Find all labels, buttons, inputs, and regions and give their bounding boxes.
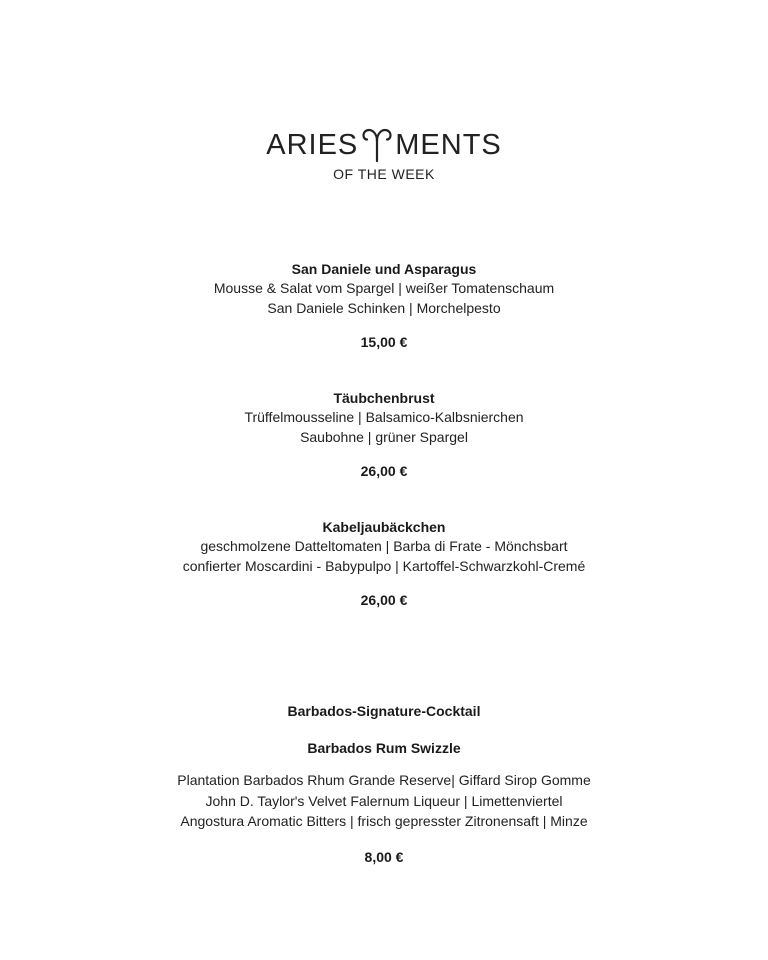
logo bbox=[0, 128, 768, 182]
logo-left-word: ARIES bbox=[266, 129, 359, 161]
cocktail-name: Barbados Rum Swizzle bbox=[307, 740, 461, 756]
cocktail-description-line: Angostura Aromatic Bitters | frisch gepresster Zitronensaft | Minze bbox=[180, 813, 588, 829]
cocktail-price: 8,00 € bbox=[364, 848, 404, 865]
cocktail-description-line: Plantation Barbados Rhum Grande Reserve| Giffard Sirop Gomme bbox=[177, 772, 591, 788]
dish-price: 26,00 € bbox=[360, 463, 408, 479]
dish-description-line: Mousse & Salat vom Spargel | weißer Tomatenschaum bbox=[213, 280, 555, 296]
dish-price: 15,00 € bbox=[360, 334, 408, 350]
dish-price: 26,00 € bbox=[360, 592, 408, 608]
dish-description-line: Saubohne | grüner Spargel bbox=[300, 428, 468, 445]
dish-description-line: San Daniele Schinken | Morchelpesto bbox=[267, 299, 501, 316]
dish-2 bbox=[0, 389, 768, 481]
logo-title bbox=[266, 128, 502, 162]
dish-description-line: confierter Moscardini - Babypulpo | Kartoffel-Schwarzkohl-Cremé bbox=[182, 557, 586, 574]
dish-name: Kabeljaubäckchen bbox=[322, 519, 446, 535]
dish-3 bbox=[0, 518, 768, 610]
logo-subtitle: OF THE WEEK bbox=[333, 166, 435, 182]
cocktail-description-line: John D. Taylor's Velvet Falernum Liqueur | Limettenviertel bbox=[205, 792, 563, 809]
dish-description-line: Trüffelmousseline | Balsamico-Kalbsnierchen bbox=[244, 409, 524, 425]
logo-right-word: MENTS bbox=[395, 129, 502, 161]
dish-name: San Daniele und Asparagus bbox=[291, 261, 477, 277]
cocktail-section-title: Barbados-Signature-Cocktail bbox=[287, 703, 481, 719]
dish-description-line: geschmolzene Datteltomaten | Barba di Frate - Mönchsbart bbox=[200, 538, 568, 554]
aries-icon bbox=[362, 128, 392, 162]
cocktail-section bbox=[0, 702, 768, 867]
dish-name: Täubchenbrust bbox=[333, 390, 435, 406]
dish-1 bbox=[0, 260, 768, 352]
